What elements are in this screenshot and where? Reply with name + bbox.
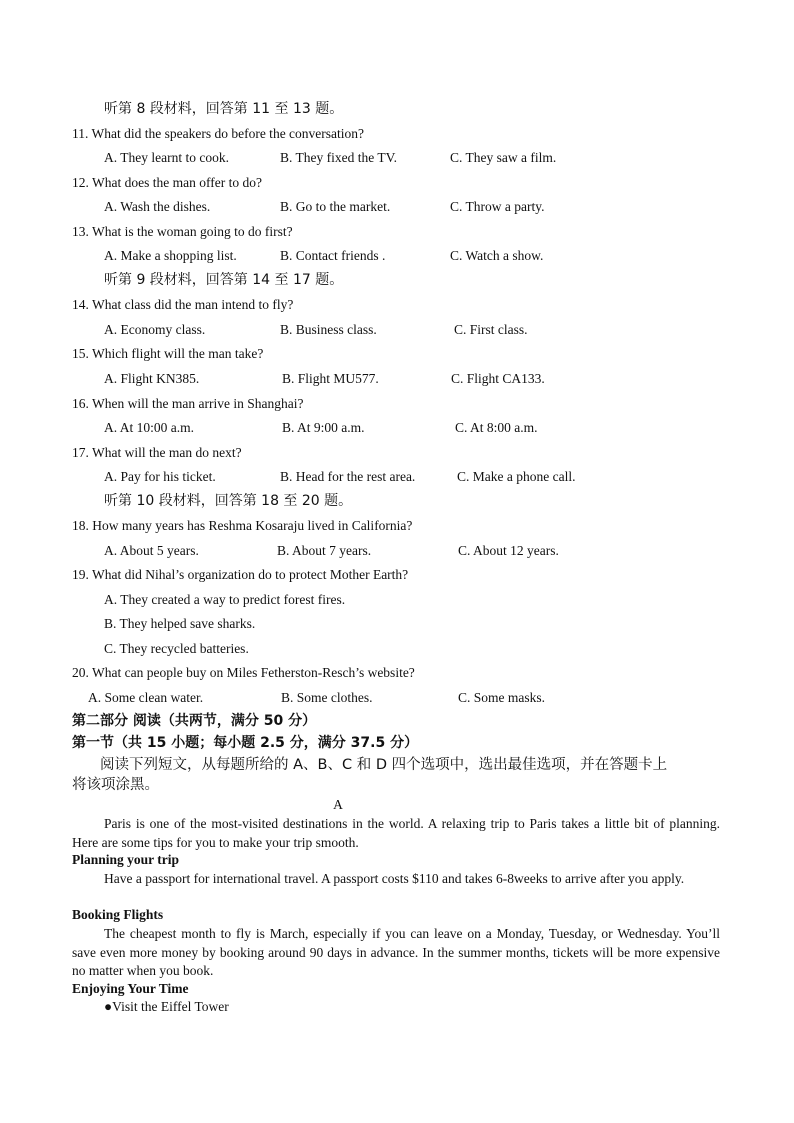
passage-intro-text: Paris is one of the most-visited destinations in the world. A relaxing trip to Paris takes a little bit of planning. Here are some tips for you to make your trip smooth.	[72, 816, 720, 850]
option-a: A. Pay for his ticket.	[104, 469, 216, 484]
option-a: A. Make a shopping list.	[104, 248, 237, 263]
option-c: C. Make a phone call.	[457, 469, 576, 484]
option-b: B. At 9:00 a.m.	[282, 420, 365, 435]
option-a: A. Flight KN385.	[104, 371, 200, 386]
passage-label: A	[333, 797, 343, 812]
option-b: B. Head for the rest area.	[280, 469, 416, 484]
question-stem: 16. When will the man arrive in Shanghai?	[72, 396, 304, 411]
option-b: B. They fixed the TV.	[280, 150, 397, 165]
option-c: C. They saw a film.	[450, 150, 557, 165]
option-a: A. They created a way to predict forest fires.	[104, 592, 346, 607]
option-a: A. Some clean water.	[88, 690, 204, 705]
question-stem: 18. How many years has Reshma Kosaraju lived in California?	[72, 518, 413, 533]
option-a: A. About 5 years.	[104, 543, 199, 558]
part-two-title: 第二部分 阅读（共两节，满分 50 分）	[72, 713, 317, 729]
option-b: B. Go to the market.	[280, 199, 391, 214]
option-c: C. Throw a party.	[450, 199, 545, 214]
section-8-intro: 听第 8 段材料，回答第 11 至 13 题。	[104, 101, 344, 117]
option-c: C. About 12 years.	[458, 543, 559, 558]
option-b: B. Some clothes.	[281, 690, 373, 705]
question-stem: 15. Which flight will the man take?	[72, 346, 264, 361]
question-stem: 13. What is the woman going to do first?	[72, 224, 293, 239]
section-10-intro: 听第 10 段材料，回答第 18 至 20 题。	[104, 493, 353, 509]
option-c: C. Watch a show.	[450, 248, 544, 263]
option-b: B. About 7 years.	[277, 543, 372, 558]
booking-text: The cheapest month to fly is March, especially if you can leave on a Monday, Tuesday, or Wednesday. You’ll save even more money by booking around 90 days in advance. In the summer months, tickets will be more expensive no matter when you book.	[72, 926, 720, 978]
question-stem: 17. What will the man do next?	[72, 445, 242, 460]
heading-booking: Booking Flights	[72, 907, 164, 922]
reading-instruction-cont: 将该项涂黑。	[72, 777, 159, 793]
option-c: C. First class.	[454, 322, 528, 337]
option-c: C. Flight CA133.	[451, 371, 545, 386]
section-one-title: 第一节（共 15 小题；每小题 2.5 分，满分 37.5 分）	[72, 735, 419, 751]
passage-intro	[72, 815, 720, 852]
option-c: C. At 8:00 a.m.	[455, 420, 538, 435]
option-b: B. They helped save sharks.	[104, 616, 256, 631]
heading-planning: Planning your trip	[72, 852, 180, 867]
option-b: B. Business class.	[280, 322, 377, 337]
question-stem: 20. What can people buy on Miles Fetherston-Resch’s website?	[72, 665, 415, 680]
question-stem: 14. What class did the man intend to fly?	[72, 297, 294, 312]
option-a: A. At 10:00 a.m.	[104, 420, 194, 435]
reading-instruction: 阅读下列短文，从每题所给的 A、B、C 和 D 四个选项中，选出最佳选项，并在答题卡上	[100, 757, 668, 773]
question-stem: 12. What does the man offer to do?	[72, 175, 262, 190]
planning-paragraph	[72, 870, 720, 889]
bullet-item: ●Visit the Eiffel Tower	[104, 999, 229, 1014]
option-b: B. Contact friends .	[280, 248, 386, 263]
option-a: A. They learnt to cook.	[104, 150, 229, 165]
booking-paragraph	[72, 925, 720, 981]
option-a: A. Economy class.	[104, 322, 206, 337]
question-stem: 19. What did Nihal’s organization do to protect Mother Earth?	[72, 567, 409, 582]
option-c: C. They recycled batteries.	[104, 641, 249, 656]
option-b: B. Flight MU577.	[282, 371, 379, 386]
question-stem: 11. What did the speakers do before the conversation?	[72, 126, 365, 141]
option-a: A. Wash the dishes.	[104, 199, 211, 214]
planning-text: Have a passport for international travel. A passport costs $110 and takes 6-8weeks to arrive after you apply.	[104, 871, 685, 886]
option-c: C. Some masks.	[458, 690, 546, 705]
heading-enjoying: Enjoying Your Time	[72, 981, 189, 996]
section-9-intro: 听第 9 段材料，回答第 14 至 17 题。	[104, 272, 344, 288]
